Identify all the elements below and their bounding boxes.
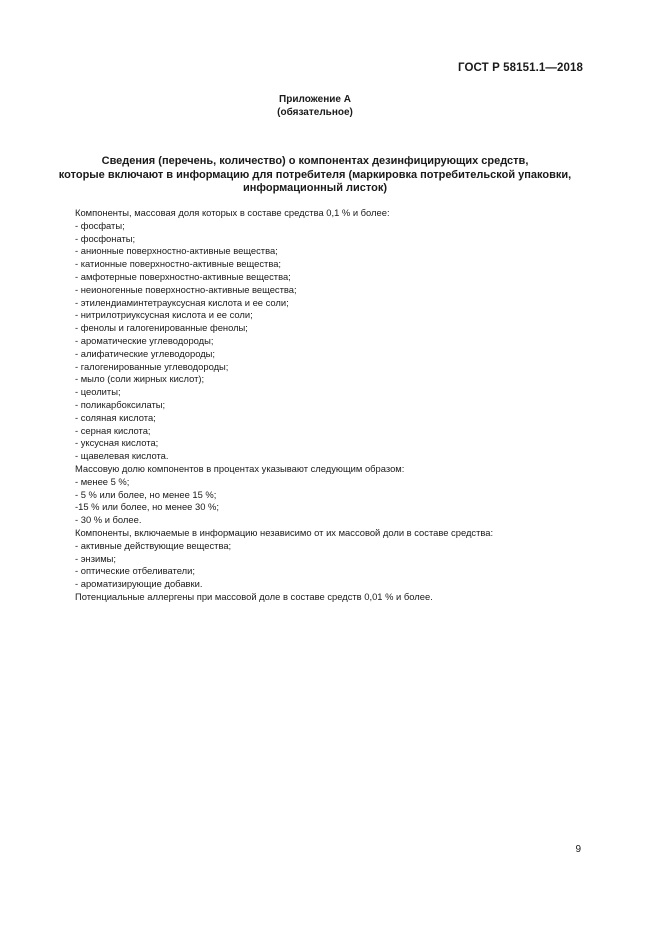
body-line: - алифатические углеводороды; [75,347,216,359]
body-line: Компоненты, массовая доля которых в составе средства 0,1 % и более: [75,207,390,218]
title-line-2: которые включают в информацию для потребителя (маркировка потребительской упаковки, [58,168,572,181]
body-line: - серная кислота; [75,424,151,436]
body-line: - фенолы и галогенированные фенолы; [75,322,248,334]
body-line: - соляная кислота; [75,411,156,423]
body-line: - энзимы; [75,552,117,564]
document-code: ГОСТ Р 58151.1—2018 [458,62,583,74]
body-line: - нитрилотриуксусная кислота и ее соли; [75,309,253,321]
appendix-label: Приложение А [279,94,351,105]
body-line: - амфотерные поверхностно-активные вещества; [75,270,291,282]
body-line: - менее 5 %; [75,475,130,487]
appendix-heading [0,93,630,119]
body-line: - ароматические углеводороды; [75,334,214,346]
appendix-status: (обязательное) [277,107,353,118]
body-line: - ароматизирующие добавки. [75,578,203,590]
body-line: - галогенированные углеводороды; [75,360,229,372]
body-line: - активные действующие вещества; [75,539,232,551]
body-line: - 5 % или более, но менее 15 %; [75,488,217,500]
body-line: - поликарбоксилаты; [75,398,166,410]
body-line: Компоненты, включаемые в информацию независимо от их массовой доли в составе средства: [75,526,494,538]
body-line: - цеолиты; [75,386,121,398]
body-line: - мыло (соли жирных кислот); [75,373,205,385]
page-number: 9 [575,844,581,855]
title-line-3: информационный листок) [242,182,388,194]
appendix-title [0,155,630,196]
body-line: - этилендиаминтетрауксусная кислота и ее соли; [75,296,289,308]
body-line: - катионные поверхностно-активные вещества; [75,258,282,270]
body-line: - фосфаты; [75,219,125,231]
body-line: Потенциальные аллергены при массовой доле в составе средств 0,01 % и более. [75,590,433,602]
body-line: Массовую долю компонентов в процентах указывают следующим образом: [75,462,405,474]
body-line: - фосфонаты; [75,232,136,244]
body-line: - уксусная кислота; [75,437,159,449]
body-text [75,207,575,604]
body-line: - 30 % и более. [75,514,142,526]
body-line: -15 % или более, но менее 30 %; [75,501,219,513]
body-line: - оптические отбеливатели; [75,565,195,577]
body-line: - щавелевая кислота. [75,450,169,462]
body-line: - неионогенные поверхностно-активные вещества; [75,283,297,295]
body-line: - анионные поверхностно-активные вещества; [75,245,278,257]
title-line-1: Сведения (перечень, количество) о компонентах дезинфицирующих средств, [101,155,529,167]
